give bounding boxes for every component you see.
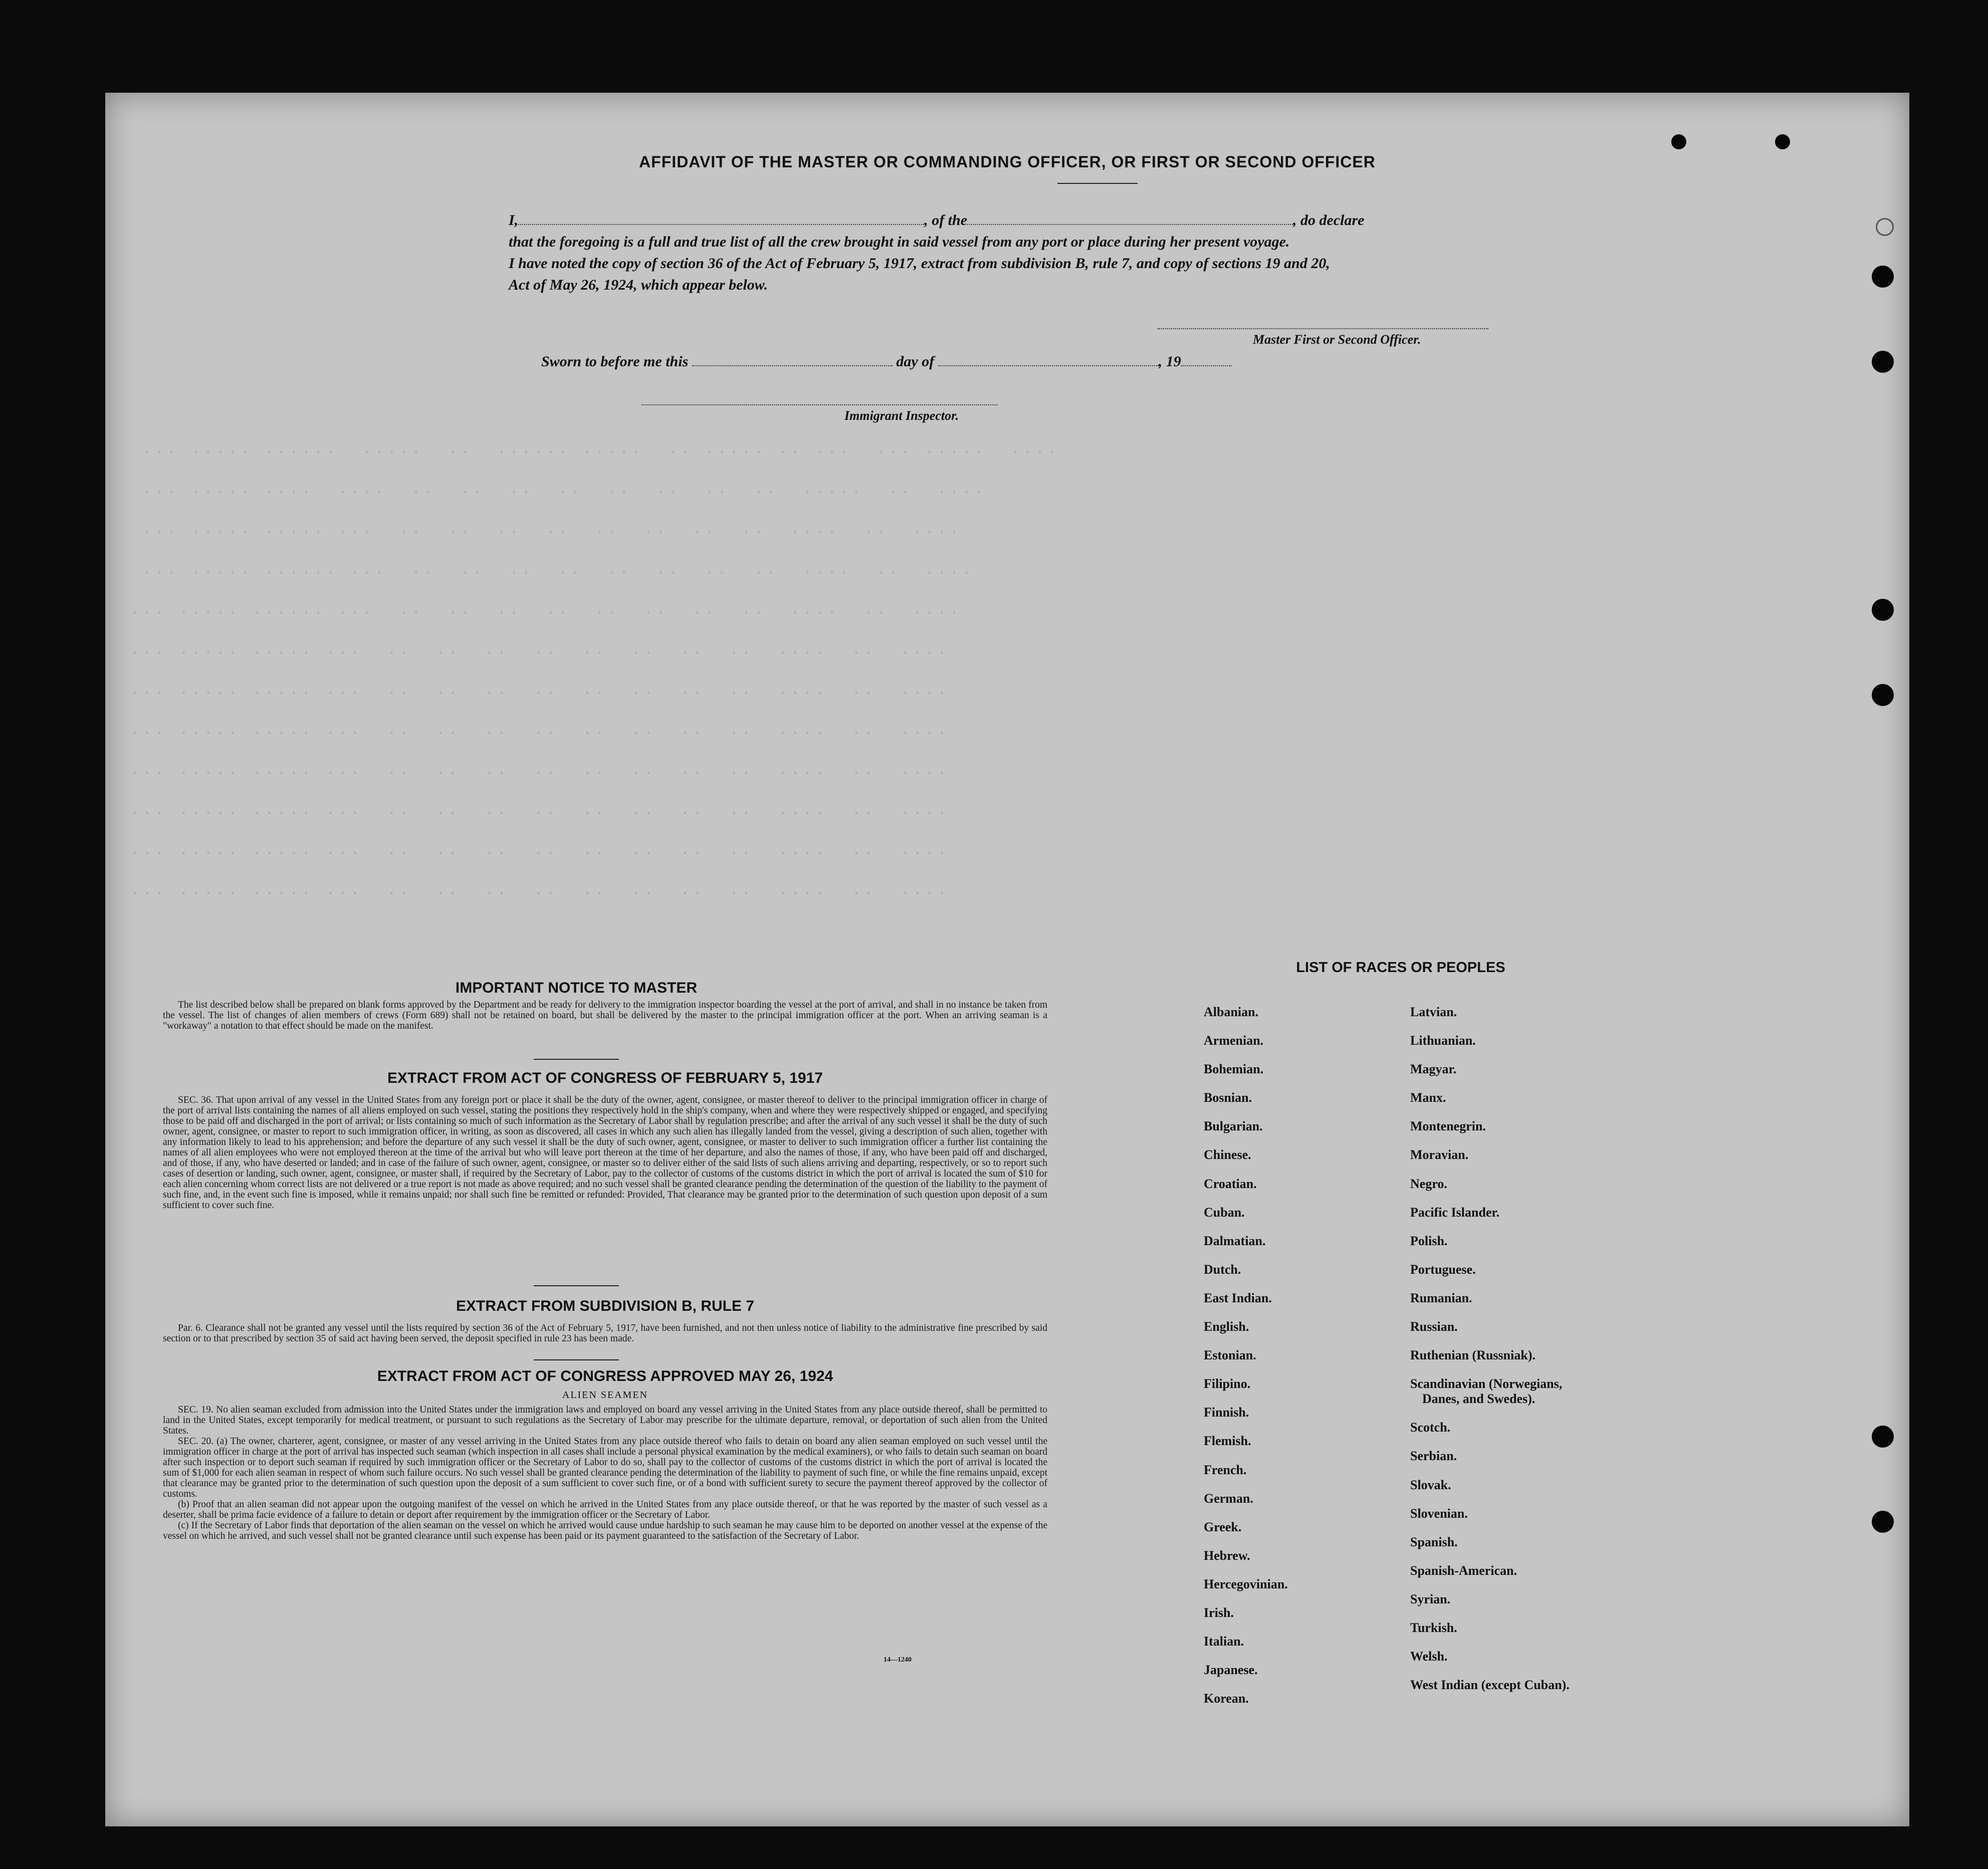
race-item: Flemish. <box>1204 1434 1251 1449</box>
year-prefix: , 19 <box>1158 353 1181 370</box>
section-rule <box>534 1059 619 1060</box>
race-item: Manx. <box>1410 1090 1446 1105</box>
vessel-blank[interactable] <box>967 213 1293 225</box>
race-item: Finnish. <box>1204 1405 1249 1420</box>
affidavit-title: AFFIDAVIT OF THE MASTER OR COMMANDING OFFICER, OR FIRST OR SECOND OFFICER <box>639 153 1376 171</box>
inspector-label: Immigrant Inspector. <box>844 408 959 423</box>
race-item: Estonian. <box>1204 1348 1256 1363</box>
notice-title: IMPORTANT NOTICE TO MASTER <box>455 980 698 996</box>
race-item: West Indian (except Cuban). <box>1410 1678 1570 1693</box>
affidavit-do-declare: , do declare <box>1293 212 1365 228</box>
races-column-1 <box>1204 1005 1288 1720</box>
race-item: Dalmatian. <box>1204 1233 1266 1248</box>
form-number: 14—1240 <box>883 1656 912 1664</box>
sec20c-paragraph: (c) If the Secretary of Labor finds that deportation of the alien seaman on the vessel on which he arrived would cause undue hardship to such seaman he may cause him to be deported on another vessel at the expense of the vessel on which he arrived, and such vessel shall not be granted clearance until such expense has been paid or its payment guaranteed to the satisfaction of the Secretary of Labor. <box>163 1520 1047 1541</box>
punch-hole <box>1872 1426 1894 1448</box>
race-item: Irish. <box>1204 1605 1234 1620</box>
race-item: Portuguese. <box>1410 1262 1476 1277</box>
race-item: East Indian. <box>1204 1290 1272 1305</box>
race-item: Pacific Islander. <box>1410 1205 1500 1220</box>
race-item: Negro. <box>1410 1176 1447 1191</box>
race-item: Scotch. <box>1410 1420 1451 1435</box>
notice-text <box>163 1000 1047 1031</box>
sworn-prefix: Sworn to before me this <box>541 353 689 370</box>
extract-rule7-title: EXTRACT FROM SUBDIVISION B, RULE 7 <box>456 1298 755 1314</box>
races-title: LIST OF RACES OR PEOPLES <box>1296 960 1505 976</box>
race-item: Rumanian. <box>1410 1290 1472 1305</box>
race-item: Lithuanian. <box>1410 1033 1476 1048</box>
sec36-paragraph: SEC. 36. That upon arrival of any vessel in the United States from any foreign port or place it shall be the duty of the owner, agent, consignee, or master thereof to deliver to the principal immigration officer in charge of the port of arrival lists containing the names of all aliens employed on such vessel, stating the positions they respectively hold in the ship's company, when and where they were respectively shipped or engaged, and specifying those to be paid off and discharged in the port of arrival; or lists containing so much of such information as the Secretary of Labor shall by regulation prescribe; and after the arrival of any such vessel it shall be the duty of such owner, agent, consignee, or master to report to such immigration officer, in writing, as soon as discovered, all cases in which any such alien has illegally landed from the vessel, giving a description of such alien, together with any information likely to lead to his apprehension; and before the departure of any such vessel it shall be the duty of such owner, agent, consignee, or master to deliver to such immigration officer a further list containing the names of all alien employees who were not employed thereon at the time of the arrival but who will leave port thereon at the time of her departure, and also the names of those, if any, who have been paid off and discharged, and of those, if any, who have deserted or landed; and in case of the failure of such owner, agent, consignee, or master so to deliver either of the said lists of such aliens arriving and departing, respectively, or so to report such cases of desertion or landing, such owner, agent, consignee, or master shall, if required by the Secretary of Labor, pay to the collector of customs of the customs district in which the port of arrival is located the sum of $10 for each alien concerning whom correct lists are not delivered or a true report is not made as above required; and no such vessel shall be granted clearance pending the determination of the question of the liability to the payment of such fine, and, in the event such fine is imposed, while it remains unpaid; nor shall such fine be remitted or refunded: Provided, That clearance may be granted prior to the determination of such question upon deposit of a sum sufficient to cover such fine. <box>163 1095 1047 1211</box>
punch-hole <box>1671 134 1686 149</box>
affidavit-of-the: , of the <box>924 212 968 228</box>
race-item: Syrian. <box>1410 1591 1451 1606</box>
sworn-month-blank[interactable] <box>938 354 1159 366</box>
race-item: Dutch. <box>1204 1262 1241 1277</box>
race-item: Hercegovinian. <box>1204 1576 1288 1591</box>
master-label: Master First or Second Officer. <box>1253 332 1421 347</box>
master-signature-line[interactable] <box>1158 328 1488 329</box>
race-item: Albanian. <box>1204 1005 1259 1019</box>
race-item: Bosnian. <box>1204 1090 1252 1105</box>
sec20a-paragraph: SEC. 20. (a) The owner, charterer, agent, consignee, or master of any vessel arriving in the United States from any place outside thereof who fails to detain on board any alien seaman employed on such vessel until the immigration officer in charge at the port of arrival has inspected such seaman (which inspection in all cases shall include a personal physical examination by the medical examiners), or who fails to detain such seaman on board after such inspection or to deport such seaman if required by such immigration officer or the Secretary of Labor to do so, shall pay to the collector of customs of the customs district in which the port of arrival is located the sum of $1,000 for each alien seaman in respect of whom such failure occurs. No such vessel shall be granted clearance pending the determination of the liability to payment of such fine, or while the fine remains unpaid, except that clearance may be granted prior to the determination of such question upon the deposit of a sum sufficient to cover such fine, or of a bond with sufficient surety to secure the payment thereof approved by the collector of customs. <box>163 1436 1047 1499</box>
race-item: Serbian. <box>1410 1449 1457 1464</box>
affidavit-declaration-line <box>509 212 1611 229</box>
race-item: Welsh. <box>1410 1649 1448 1664</box>
extract-1917-text <box>163 1095 1047 1211</box>
race-item: Moravian. <box>1410 1147 1469 1162</box>
punch-hole <box>1872 1511 1894 1533</box>
race-item: Spanish. <box>1410 1534 1458 1549</box>
punch-hole <box>1872 351 1894 373</box>
par6-paragraph: Par. 6. Clearance shall not be granted any vessel until the lists required by section 36 of the Act of February 5, 1917, have been furnished, and not then unless notice of liability to the administrative fine prescribed by said section or to that prescribed by section 35 of said act having been served, the deposit specified in rule 23 has been made. <box>163 1323 1047 1344</box>
race-item: Hebrew. <box>1204 1548 1250 1563</box>
race-item: Croatian. <box>1204 1176 1257 1191</box>
race-item: Ruthenian (Russniak). <box>1410 1348 1535 1363</box>
race-item: Armenian. <box>1204 1033 1264 1048</box>
extract-1924-title: EXTRACT FROM ACT OF CONGRESS APPROVED MAY 26, 1924 <box>377 1368 833 1384</box>
affidavit-line-2: that the foregoing is a full and true list of all the crew brought in said vessel from any port or place during her present voyage. <box>509 233 1290 250</box>
race-item: Slovak. <box>1410 1477 1451 1492</box>
sworn-day-blank[interactable] <box>692 354 893 366</box>
inspector-signature-line[interactable] <box>641 404 997 405</box>
race-item: Filipino. <box>1204 1376 1251 1391</box>
race-item: Danes, and Swedes). <box>1422 1391 1535 1407</box>
title-rule <box>1057 183 1138 184</box>
race-item: Slovenian. <box>1410 1506 1468 1521</box>
race-item: Turkish. <box>1410 1620 1457 1635</box>
races-column-2 <box>1410 1005 1570 1706</box>
race-item: Greek. <box>1204 1519 1242 1534</box>
sworn-year-blank[interactable] <box>1181 354 1231 366</box>
day-of-label: day of <box>896 353 935 370</box>
race-item: Korean. <box>1204 1691 1249 1706</box>
section-rule <box>534 1359 619 1360</box>
race-item: Scandinavian (Norwegians, <box>1410 1376 1563 1391</box>
alien-seamen-subtitle: ALIEN SEAMEN <box>562 1389 648 1400</box>
race-item: Montenegrin. <box>1410 1119 1486 1134</box>
punch-hole <box>1876 218 1894 236</box>
race-item: Italian. <box>1204 1634 1244 1649</box>
race-item: Cuban. <box>1204 1205 1245 1220</box>
section-rule <box>534 1285 619 1286</box>
race-item: Bohemian. <box>1204 1062 1264 1077</box>
notice-paragraph: The list described below shall be prepared on blank forms approved by the Department and be ready for delivery to the immigration inspector boarding the vessel at the port of arrival, and shall in no instance be taken from the vessel. The list of changes of alien members of crews (Form 689) shall not be retained on board, but shall be delivered by the master to the principal immigration officer at the port. When an arriving seaman is a "workaway" a notation to that effect should be made on the manifest. <box>163 1000 1047 1031</box>
sworn-line <box>541 353 1644 370</box>
race-item: Bulgarian. <box>1204 1119 1263 1134</box>
punch-hole <box>1872 266 1894 288</box>
extract-1924-text <box>163 1405 1047 1541</box>
race-item: Russian. <box>1410 1319 1458 1334</box>
race-item: Chinese. <box>1204 1147 1251 1162</box>
race-item: French. <box>1204 1462 1247 1477</box>
name-blank[interactable] <box>518 213 924 225</box>
affidavit-i: I, <box>509 212 519 228</box>
race-item: English. <box>1204 1319 1249 1334</box>
race-item: Latvian. <box>1410 1005 1457 1019</box>
race-item: Magyar. <box>1410 1062 1457 1077</box>
punch-hole <box>1775 134 1790 149</box>
extract-rule7-text <box>163 1323 1047 1344</box>
punch-hole <box>1872 599 1894 621</box>
affidavit-line-3: I have noted the copy of section 36 of the Act of February 5, 1917, extract from subdivision B, rule 7, and copy of sections 19 and 20, <box>509 255 1330 272</box>
sec19-paragraph: SEC. 19. No alien seaman excluded from admission into the United States under the immigration laws and employed on board any vessel arriving in the United States from any place outside thereof, shall be permitted to land in the United States, except temporarily for medical treatment, or pursuant to such regulations as the Secretary of Labor may prescribe for the ultimate departure, removal, or deportation of such alien from the United States. <box>163 1405 1047 1436</box>
affidavit-line-4: Act of May 26, 1924, which appear below. <box>509 277 768 293</box>
race-item: Japanese. <box>1204 1663 1258 1678</box>
punch-hole <box>1872 684 1894 706</box>
sec20b-paragraph: (b) Proof that an alien seaman did not appear upon the outgoing manifest of the vessel on which he arrived in the United States from any place outside thereof, or that he was reported by the master of such vessel as a deserter, shall be prima facie evidence of a failure to detain or deport after requirement by the immigration officer or the Secretary of Labor. <box>163 1499 1047 1520</box>
race-item: Polish. <box>1410 1233 1448 1248</box>
extract-1917-title: EXTRACT FROM ACT OF CONGRESS OF FEBRUARY 5, 1917 <box>387 1070 823 1086</box>
manifest-page: ··· ····· ······ ····· ·· ······ ····· ·· ····· ·· ··· ··· ····· ···· ··· ····· ···· ···· ·· ·· ·· ·· ·· ·· ·· ·· ····· ·· ···· ··· ····· ····· ··· ·· ·· ·· ·· ·· ·· ·· ·· ···· ·· ···· ··· ····· ······ ··· ·· ·· ·· ·· ·· ·· ·· ·· ···· ·· ···· ··· ····· ······ ··· ·· ·· ·· ·· ·· ·· ·· ·· ···· ·· ···· ··· ····· ····· ··· ·· ·· ·· ·· ·· ·· ·· ·· ···· ·· ···· ··· ····· ····· ··· ·· ·· ·· ·· ·· ·· ·· ·· ···· ·· ···· ··· ····· ····· ··· ·· ·· ·· ·· ·· ·· ·· ·· ···· ·· ···· ··· ····· ····· ··· ·· ·· ·· ·· ·· ·· ·· ·· ···· ·· ···· ··· ····· ····· ··· ·· ·· ·· ·· ·· ·· ·· ·· ···· ·· ···· ··· ····· ····· ··· ·· ·· ·· ·· ·· ·· ·· ·· ···· ·· ···· ··· ····· ····· ··· ·· ·· ·· ·· ·· ·· ·· ·· ···· ·· ···· AFFIDAVIT OF THE MASTER OR COMMANDING OFFICER, OR FIRST OR SECOND OFFICER I, , of the , do declare that the foregoing is a full and true list of all the crew brought in said vessel from any port or place during her present voyage. I have noted the copy of section 36 of the Act of February 5, 1917, extract from subdivision B, rule 7, and copy of sections 19 and 20, Act of May 26, 1924, which appear below. Master First or Second Officer. Sworn to before me this day of , 19 Immigrant Inspector. IMPORTANT NOTICE TO MASTER The list described below shall be prepared on blank forms approved by the Department and be ready for delivery to the immigration inspector boarding the vessel at the port of arrival, and shall in no instance be taken from the vessel. The list of changes of alien members of crews (Form 689) shall not be retained on board, but shall be delivered by the master to the principal immigration officer at the port. When an arriving seaman is a "workaway" a notation to that effect should be made on the manifest. EXTRACT FROM ACT OF CONGRESS OF FEBRUARY 5, 1917 SEC. 36. That upon arrival of any vessel in the United States from any foreign port or place it shall be the duty of the owner, agent, consignee, or master thereof to deliver to the principal immigration officer in charge of the port of arrival lists containing the names of all aliens employed on such vessel, stating the positions they respectively hold in the ship's company, when and where they were respectively shipped or engaged, and specifying those to be paid off and discharged in the port of arrival; or lists containing so much of such information as the Secretary of Labor shall by regulation prescribe; and after the arrival of any such vessel it shall be the duty of such owner, agent, consignee, or master to report to such immigration officer, in writing, as soon as discovered, all cases in which any such alien has illegally landed from the vessel, giving a description of such alien, together with any information likely to lead to his apprehension; and before the departure of any such vessel it shall be the duty of such owner, agent, consignee, or master to deliver to such immigration officer a further list containing the names of all alien employees who were not employed thereon at the time of the arrival but who will leave port thereon at the time of her departure, and also the names of those, if any, who have been paid off and discharged, and of those, if any, who have deserted or landed; and in case of the failure of such owner, agent, consignee, or master so to deliver either of the said lists of such aliens arriving and departing, respectively, or so to report such cases of desertion or landing, such owner, agent, consignee, or master shall, if required by the Secretary of Labor, pay to the collector of customs of the customs district in which the port of arrival is located the sum of $10 for each alien concerning whom correct lists are not delivered or a true report is not made as above required; and no such vessel shall be granted clearance pending the determination of the question of the liability to the payment of such fine, and, in the event such fine is imposed, while it remains unpaid; nor shall such fine be remitted or refunded: Provided, That clearance may be granted prior to the determination of such question upon deposit of a sum sufficient to cover such fine. EXTRACT FROM SUBDIVISION B, RULE 7 Par. 6. Clearance shall not be granted any vessel until the lists required by section 36 of the Act of February 5, 1917, have been furnished, and not then unless notice of liability to the administrative fine prescribed by said section or to that prescribed by section 35 of said act having been served, the deposit specified in rule 23 has been made. EXTRACT FROM ACT OF CONGRESS APPROVED MAY 26, 1924 ALIEN SEAMEN SEC. 19. No alien seaman excluded from admission into the United States under the immigration laws and employed on board any vessel arriving in the United States from any place outside thereof, shall be permitted to land in the United States, except temporarily for medical treatment, or pursuant to such regulations as the Secretary of Labor may prescribe for the ultimate departure, removal, or deportation of such alien from the United States. SEC. 20. (a) The owner, charterer, agent, consignee, or master of any vessel arriving in the United States from any place outside thereof who fails to detain on board any alien seaman employed on such vessel until the immigration officer in charge at the port of arrival has inspected such seaman (which inspection in all cases shall include a personal physical examination by the medical examiners), or who fails to detain such seaman on board after such inspection or to deport such seaman if required by such immigration officer or the Secretary of Labor to do so, shall pay to the collector of customs of the customs district in which the port of arrival is located the sum of $1,000 for each alien seaman in respect of whom such failure occurs. No such vessel shall be granted clearance pending the determination of the liability to payment of such fine, or while the fine remains unpaid, except that clearance may be granted prior to the determination of such question upon the deposit of a sum sufficient to cover such fine, or of a bond with sufficient surety to secure the payment thereof approved by the collector of customs. (b) Proof that an alien seaman did not appear upon the outgoing manifest of the vessel on which he arrived in the United States from any place outside thereof, or that he was reported by the master of such vessel as a deserter, shall be prima facie evidence of a failure to detain or deport after requirement by the immigration officer or the Secretary of Labor. (c) If the Secretary of Labor finds that deportation of the alien seaman on the vessel on which he arrived would cause undue hardship to such seaman he may cause him to be deported on another vessel at the expense of the vessel on which he arrived, and such vessel shall not be granted clearance until such expense has been paid or its payment guaranteed to the satisfaction of the Secretary of Labor. 14—1240 LIST OF RACES OR PEOPLES Albanian. Armenian. Bohemian. Bosnian. Bulgarian. Chinese. Croatian. Cuban. Dalmatian. Dutch. East Indian. English. Estonian. Filipino. Finnish. Flemish. French. German. Greek. Hebrew. Hercegovinian. Irish. Italian. Japanese. Korean. Latvian. Lithuanian. Magyar. Manx. Montenegrin. Moravian. Negro. Pacific Islander. Polish. Portuguese. Rumanian. Russian. Ruthenian (Russniak). Scandinavian (Norwegians, Danes, and Swedes). Scotch. Serbian. Slovak. Slovenian. Spanish. Spanish-American. Syrian. Turkish. Welsh. West Indian (except Cuban). <box>105 93 1909 1826</box>
race-item: Spanish-American. <box>1410 1563 1517 1578</box>
race-item: German. <box>1204 1491 1253 1506</box>
